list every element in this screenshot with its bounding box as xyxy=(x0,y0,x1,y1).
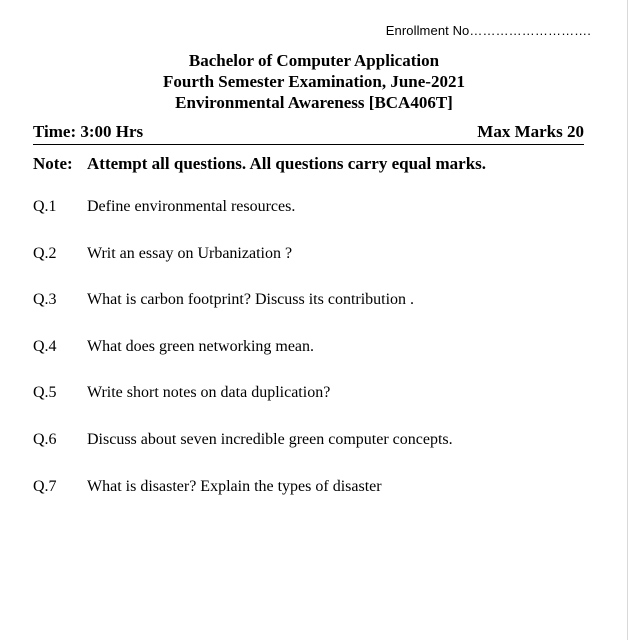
exam-meta-row xyxy=(33,122,584,145)
max-marks: Max Marks 20 xyxy=(477,122,584,141)
question-item xyxy=(33,338,593,385)
question-text: Writ an essay on Urbanization ? xyxy=(87,244,293,262)
question-item xyxy=(33,431,593,478)
question-text: Write short notes on data duplication? xyxy=(87,384,331,402)
exam-duration: Time: 3:00 Hrs xyxy=(33,122,144,141)
program-title: Bachelor of Computer Application xyxy=(188,51,440,70)
question-number: Q.2 xyxy=(33,244,57,262)
question-text: What does green networking mean. xyxy=(87,337,315,355)
exam-header xyxy=(0,50,628,113)
question-item xyxy=(33,291,593,338)
question-list xyxy=(33,198,593,524)
question-item xyxy=(33,384,593,431)
instructions-note xyxy=(33,154,486,174)
question-number: Q.3 xyxy=(33,291,57,309)
exam-title: Fourth Semester Examination, June-2021 xyxy=(163,72,465,91)
question-text: Discuss about seven incredible green computer concepts. xyxy=(87,430,453,448)
question-number: Q.5 xyxy=(33,384,57,402)
question-number: Q.1 xyxy=(33,198,57,215)
question-item xyxy=(33,245,593,292)
question-text: What is carbon footprint? Discuss its contribution . xyxy=(87,291,415,309)
question-item xyxy=(33,198,593,245)
question-number: Q.7 xyxy=(33,477,57,495)
note-label: Note: xyxy=(33,154,73,173)
note-text: Attempt all questions. All questions carry equal marks. xyxy=(87,154,487,173)
question-text: Define environmental resources. xyxy=(87,198,296,215)
question-text: What is disaster? Explain the types of disaster xyxy=(87,477,382,495)
enrollment-number-field: Enrollment No………………………. xyxy=(385,23,591,38)
subject-title: Environmental Awareness [BCA406T] xyxy=(175,93,453,112)
question-number: Q.6 xyxy=(33,430,57,448)
question-item xyxy=(33,478,593,525)
question-number: Q.4 xyxy=(33,337,57,355)
